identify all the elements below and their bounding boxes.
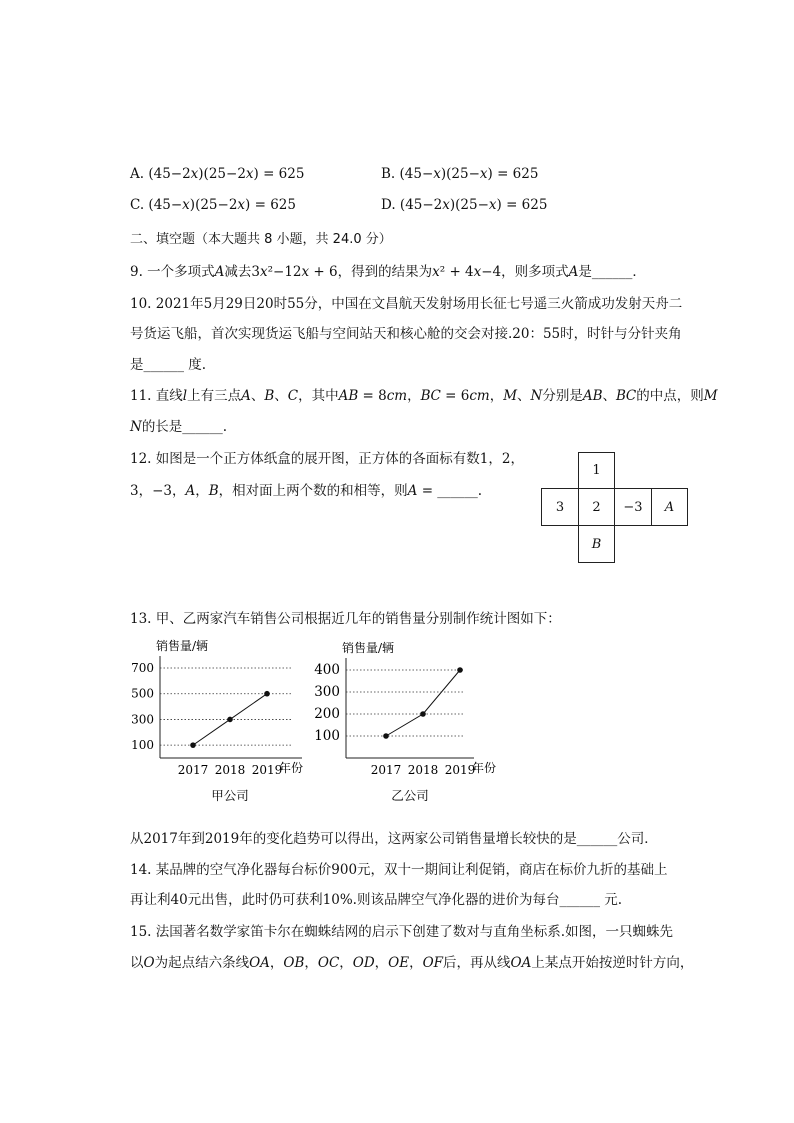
data-point (457, 667, 463, 673)
x-axis-label: 年份 (472, 761, 497, 775)
option-c: C. (45−𝑥)(25−2𝑥) = 625 (130, 197, 296, 213)
question-15-line-1: 15. 法国著名数学家笛卡尔在蜘蛛结网的启示下创建了数对与直角坐标系.如图，一只蜘蛛先 (130, 924, 674, 940)
y-tick-label: 100 (314, 728, 340, 744)
y-tick-label: 100 (131, 738, 154, 753)
cube-face-bottom: B (578, 525, 615, 563)
question-10-line-3: 是______ 度. (130, 357, 207, 373)
y-tick-label: 300 (314, 684, 340, 700)
y-axis-label: 销售量/辆 (342, 641, 395, 655)
question-14-line-2: 再让利40元出售，此时仍可获利10%.则该品牌空气净化器的进价为每台______ 元. (130, 892, 623, 908)
y-axis-label: 销售量/辆 (156, 639, 209, 653)
x-tick-label: 2018 (407, 763, 439, 777)
chart-yi (306, 632, 516, 807)
cube-face-top: 1 (578, 452, 615, 489)
section-header: 二、填空题（本大题共 8 小题，共 24.0 分） (130, 232, 392, 247)
question-11-line-1: 11. 直线𝑙上有三点𝐴、𝐵、𝐶，其中𝐴𝐵 = 8𝑐𝑚，𝐵𝐶 = 6𝑐𝑚，𝑀、𝑁分别是𝐴𝐵、𝐵𝐶的中点，则𝑀 (130, 388, 718, 404)
chart-jia (120, 632, 320, 807)
data-point (264, 691, 270, 697)
question-12-line-2: 3，−3，𝐴，𝐵，相对面上两个数的和相等，则𝐴 = ______. (130, 483, 483, 499)
cube-face-left: 3 (541, 488, 579, 526)
option-b: B. (45−𝑥)(25−𝑥) = 625 (381, 166, 539, 182)
y-tick-label: 500 (131, 686, 154, 701)
x-axis-label: 年份 (279, 761, 304, 775)
cube-face-right1: −3 (614, 488, 652, 526)
x-tick-label: 2017 (370, 763, 402, 777)
question-12-line-1: 12. 如图是一个正方体纸盒的展开图，正方体的各面标有数1，2， (130, 451, 524, 467)
question-15-line-2: 以𝑂为起点结六条线𝑂𝐴，𝑂𝐵，𝑂𝐶，𝑂𝐷，𝑂𝐸，𝑂𝐹后，再从线𝑂𝐴上某点开始按逆时针方向， (130, 955, 694, 971)
y-tick-label: 200 (314, 706, 340, 722)
chart-title: 甲公司 (211, 788, 249, 803)
y-tick-label: 300 (131, 712, 154, 727)
data-point (227, 717, 233, 723)
option-d: D. (45−2𝑥)(25−𝑥) = 625 (381, 197, 548, 213)
chart-title: 乙公司 (391, 788, 429, 803)
question-13: 13. 甲、乙两家汽车销售公司根据近几年的销售量分别制作统计图如下： (130, 611, 561, 627)
x-tick-label: 2019 (444, 763, 476, 777)
x-tick-label: 2018 (214, 763, 246, 777)
y-tick-label: 700 (131, 661, 154, 675)
x-tick-label: 2019 (251, 763, 283, 777)
question-13-tail: 从2017年到2019年的变化趋势可以得出，这两家公司销售量增长较快的是______公司． (130, 831, 658, 847)
x-tick-label: 2017 (177, 763, 209, 777)
series-line (386, 670, 460, 736)
cube-face-right2: A (651, 488, 688, 526)
question-10-line-1: 10. 2021年5月29日20时55分，中国在文昌航天发射场用长征七号遥三火箭成功发射天舟二 (130, 296, 683, 312)
question-11-line-2: 𝑁的长是______. (130, 419, 228, 435)
question-9: 9. 一个多项式𝐴减去3𝑥²−12𝑥 + 6，得到的结果为𝑥² + 4𝑥−4，则多项式𝐴是______． (130, 264, 646, 280)
y-tick-label: 400 (314, 662, 340, 678)
question-10-line-2: 号货运飞船，首次实现货运飞船与空间站天和核心舱的交会对接.20：55时，时针与分针夹角 (130, 326, 682, 342)
option-a: A. (45−2𝑥)(25−2𝑥) = 625 (130, 166, 305, 182)
question-14-line-1: 14. 某品牌的空气净化器每台标价900元，双十一期间让利促销，商店在标价九折的基础上 (130, 862, 668, 878)
data-point (383, 733, 389, 739)
data-point (190, 742, 196, 748)
cube-face-center: 2 (578, 488, 615, 526)
data-point (420, 711, 426, 717)
